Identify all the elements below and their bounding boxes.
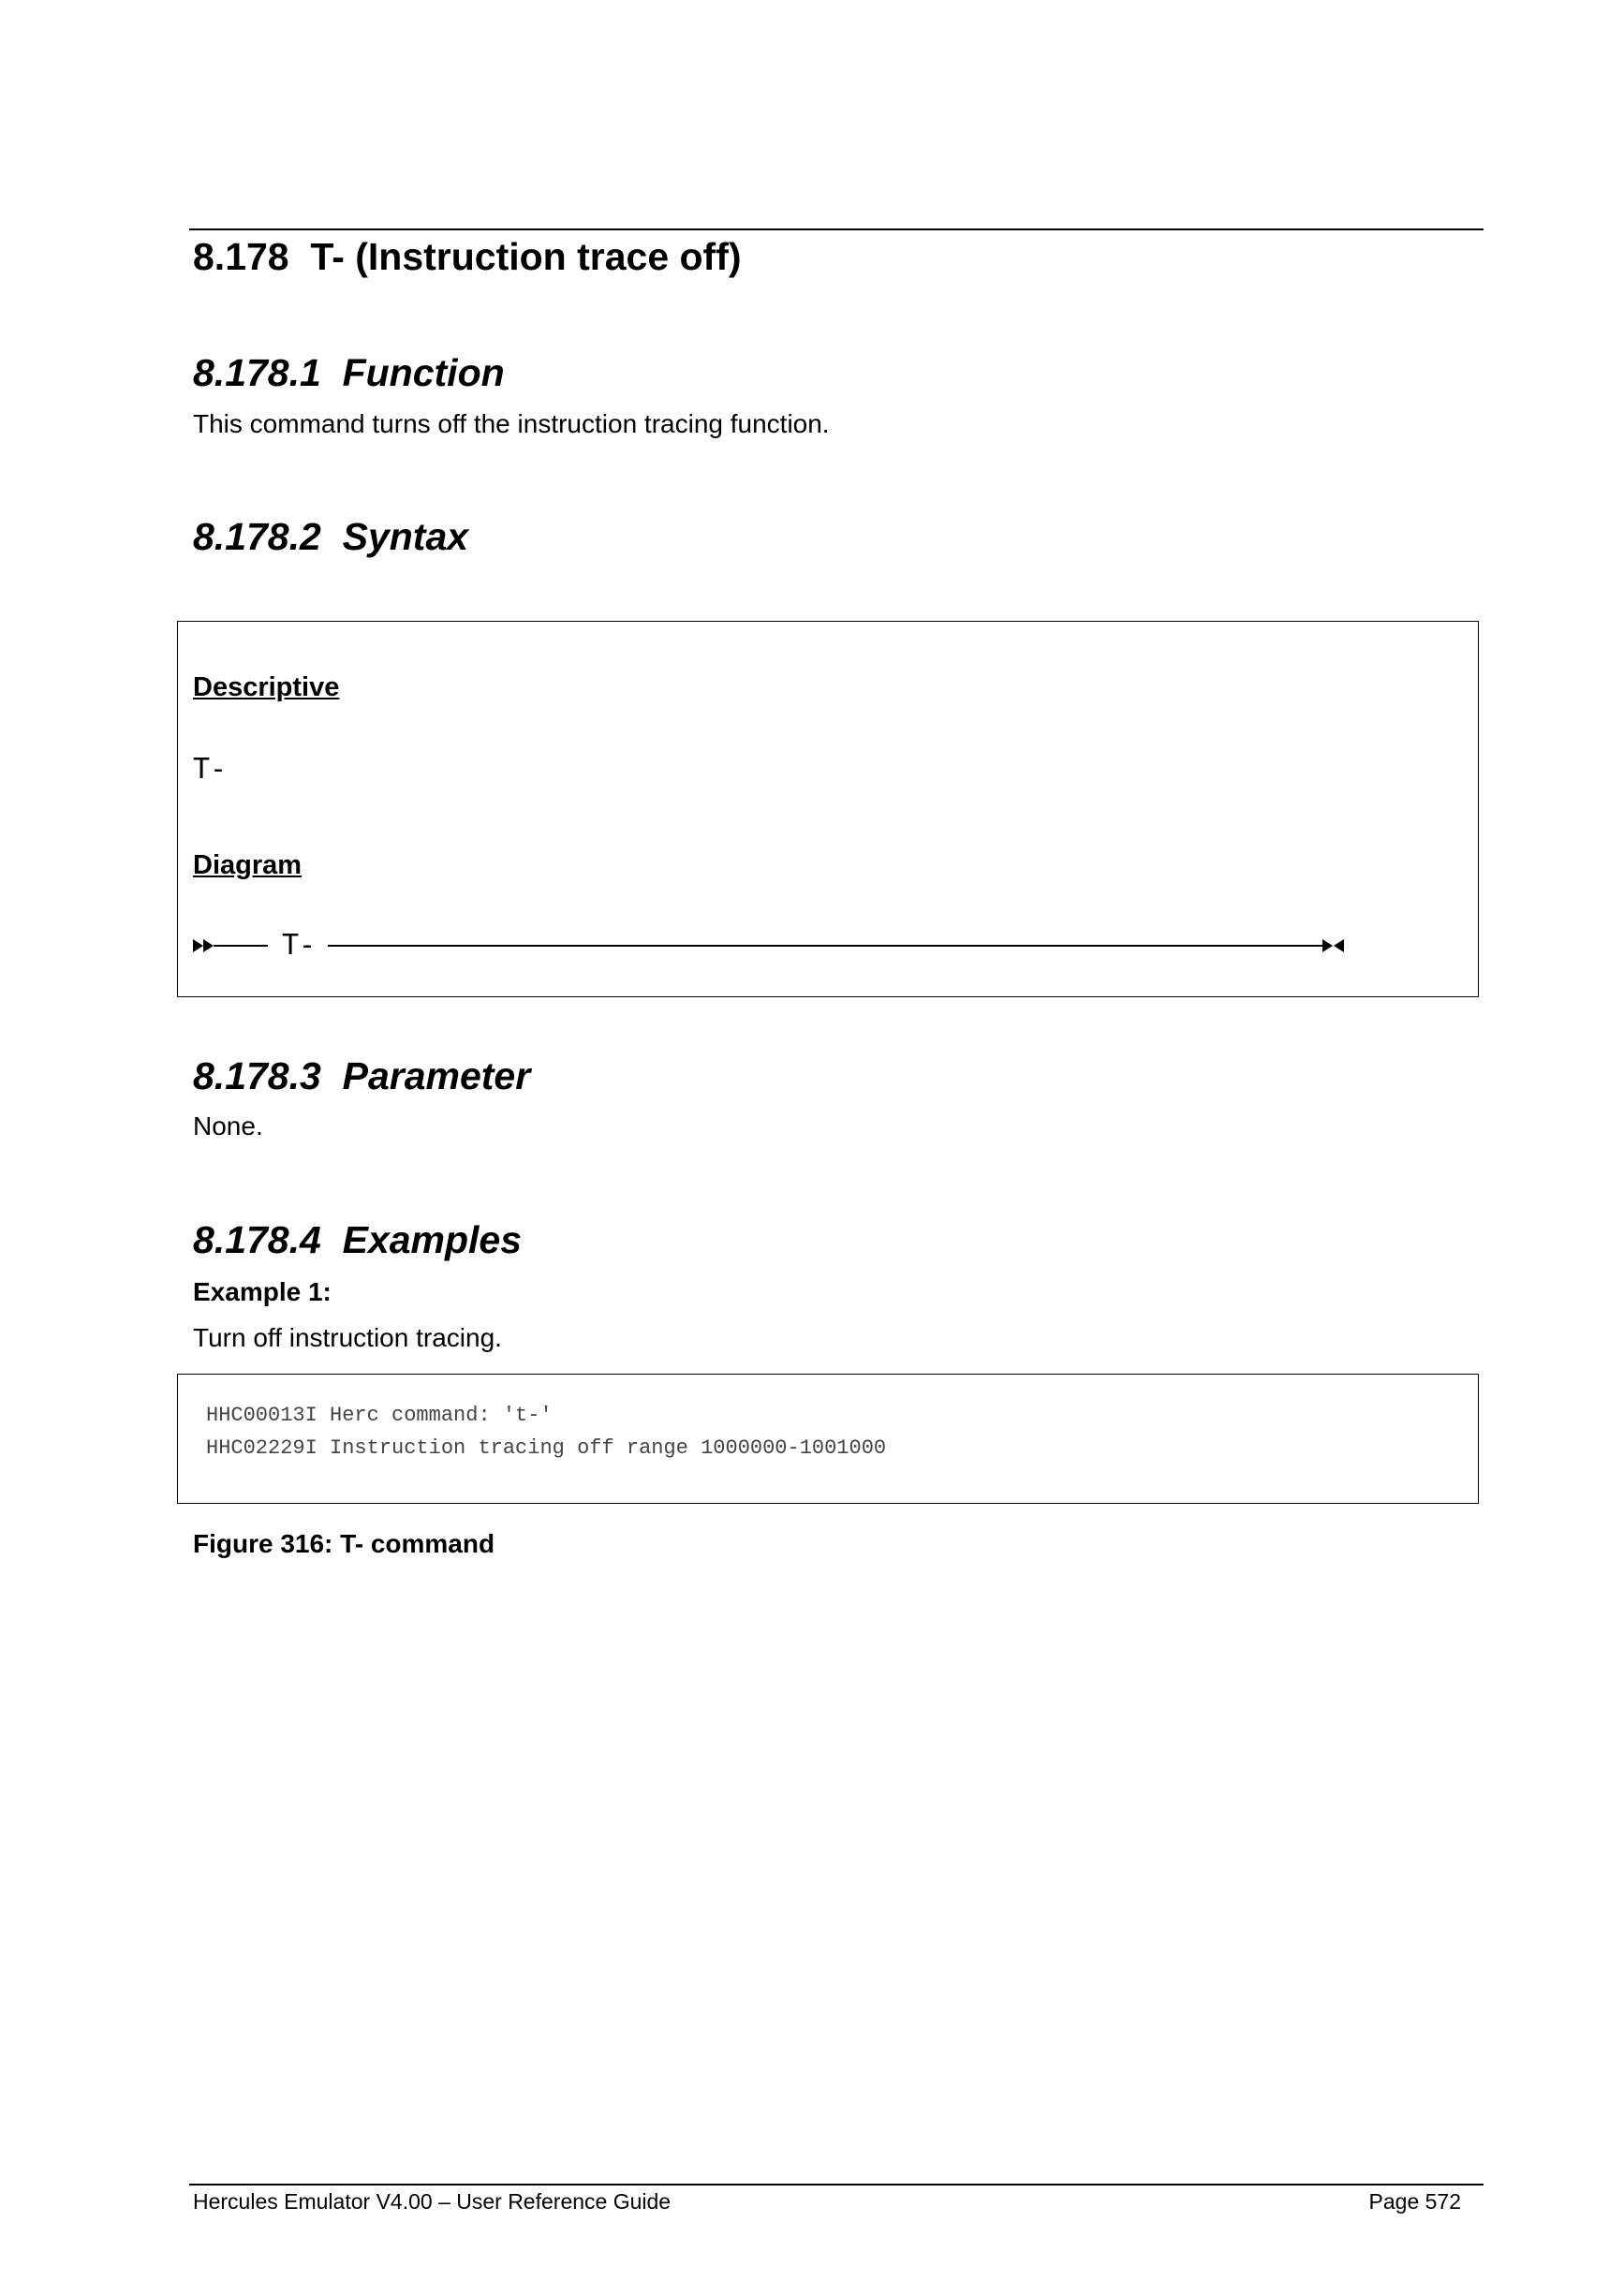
- footer-title: Hercules Emulator V4.00 – User Reference Guide: [193, 2189, 672, 2214]
- section-title: T- (Instruction trace off): [310, 235, 742, 278]
- parameter-text: None.: [193, 1111, 263, 1141]
- example-label: Example 1:: [193, 1277, 332, 1306]
- code-line: HHC02229I Instruction tracing off range 1000000-1001000: [206, 1436, 887, 1460]
- function-heading-number: 8.178.1: [193, 351, 321, 394]
- function-text: This command turns off the instruction tracing function.: [193, 409, 830, 438]
- syntax-heading-number: 8.178.2: [193, 515, 321, 558]
- parameter-heading-number: 8.178.3: [193, 1054, 321, 1097]
- section-number: 8.178: [193, 235, 289, 278]
- end-stop-arrow-icon: [1334, 939, 1344, 952]
- parameter-heading: [193, 1052, 530, 1100]
- diagram-label: Diagram: [193, 850, 303, 880]
- start-arrow-2-icon: [203, 939, 214, 952]
- examples-heading-title: Examples: [342, 1218, 523, 1261]
- function-heading-title: Function: [342, 351, 505, 394]
- section-heading: [193, 232, 742, 281]
- syntax-heading: [193, 512, 468, 561]
- end-arrow-icon: [1322, 939, 1333, 952]
- footer-rule: [189, 2184, 1484, 2186]
- diagram-command: T-: [282, 929, 317, 962]
- syntax-heading-title: Syntax: [342, 515, 469, 558]
- page-number: Page 572: [1368, 2189, 1461, 2214]
- descriptive-syntax: T-: [193, 753, 228, 786]
- syntax-diagram-graphic: [187, 927, 1367, 964]
- example-description: Turn off instruction tracing.: [193, 1323, 502, 1352]
- header-rule: [189, 228, 1484, 230]
- code-line: HHC00013I Herc command: 't-': [206, 1404, 553, 1427]
- figure-caption: Figure 316: T- command: [193, 1529, 495, 1558]
- parameter-heading-title: Parameter: [342, 1054, 531, 1097]
- descriptive-label: Descriptive: [193, 672, 340, 702]
- start-arrow-1-icon: [193, 939, 203, 952]
- examples-heading: [193, 1215, 522, 1264]
- examples-heading-number: 8.178.4: [193, 1218, 321, 1261]
- function-heading: [193, 348, 505, 397]
